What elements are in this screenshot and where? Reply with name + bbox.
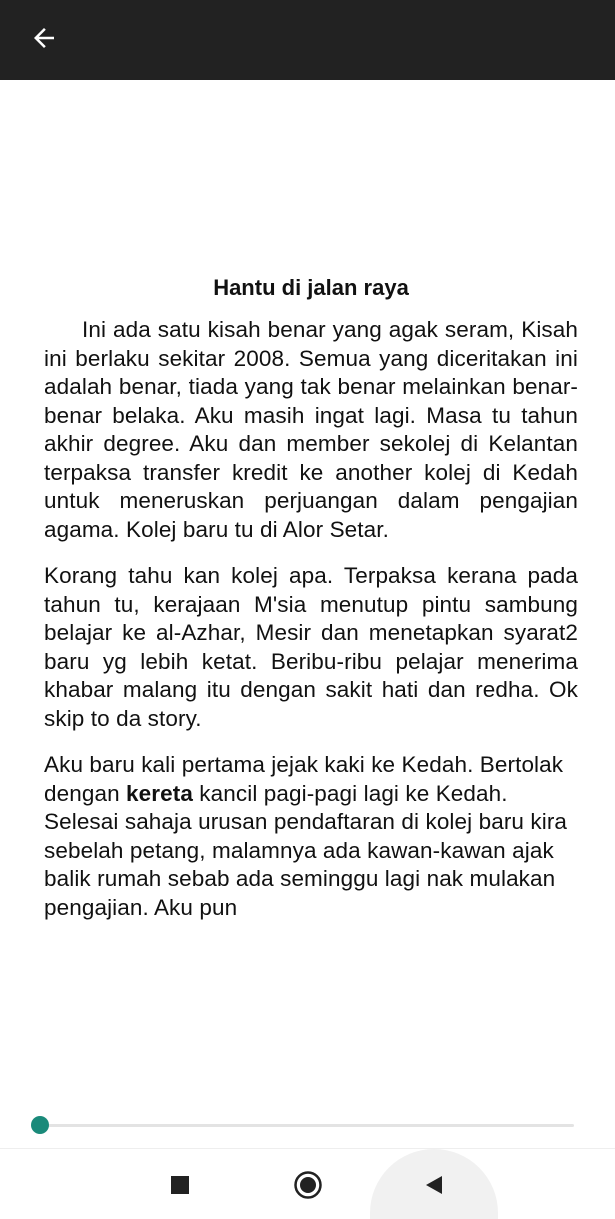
- reading-progress-slider[interactable]: [32, 1116, 578, 1136]
- story-title: Hantu di jalan raya: [213, 275, 409, 300]
- nav-back-button[interactable]: [370, 1149, 498, 1219]
- system-navigation-bar: [0, 1148, 615, 1219]
- triangle-back-icon: [423, 1174, 445, 1196]
- paragraph-text: kancil pagi-pagi lagi ke Kedah. Selesai sahaja urusan pendaftaran di kolej baru kira sebelah petang, malamnya ada kawan-kawan ajak balik rumah sebab ada seminggu lagi nak mulakan pengajian. Aku pun: [44, 780, 568, 920]
- bold-text: kereta: [126, 780, 193, 806]
- progress-track: [40, 1124, 574, 1127]
- story-paragraph: Korang tahu kan kolej apa. Terpaksa kerana pada tahun tu, kerajaan M'sia menutup pintu sambung belajar ke al-Azhar, Mesir dan menetapkan syarat2 baru yg lebih ketat. Beribu-ribu pelajar menerima khabar malang itu dengan sakit hati dan redha. Ok skip to da story.: [44, 563, 578, 731]
- back-button[interactable]: [24, 18, 64, 58]
- arrow-left-icon: [29, 23, 59, 53]
- paragraph-text: Aku baru kali pertama jejak kaki ke Kedah. Bertolak dengan: [44, 752, 564, 806]
- square-icon: [170, 1175, 190, 1195]
- recents-button[interactable]: [156, 1161, 204, 1209]
- top-app-bar: [0, 0, 615, 80]
- progress-thumb[interactable]: [31, 1116, 49, 1134]
- story-paragraph: [44, 751, 578, 922]
- circle-icon: [293, 1170, 323, 1200]
- story-paragraph: Ini ada satu kisah benar yang agak seram, Kisah ini berlaku sekitar 2008. Semua yang diceritakan ini adalah benar, tiada yang tak benar melainkan benar-benar belaka. Aku masih ingat lagi. Masa tu tahun akhir degree. Aku dan member sekolej di Kelantan terpaksa transfer kredit ke another kolej di Kedah untuk meneruskan perjuangan dalam pengajian agama. Kolej baru tu di Alor Setar.: [44, 317, 578, 542]
- home-button[interactable]: [284, 1161, 332, 1209]
- story-content: [44, 272, 578, 940]
